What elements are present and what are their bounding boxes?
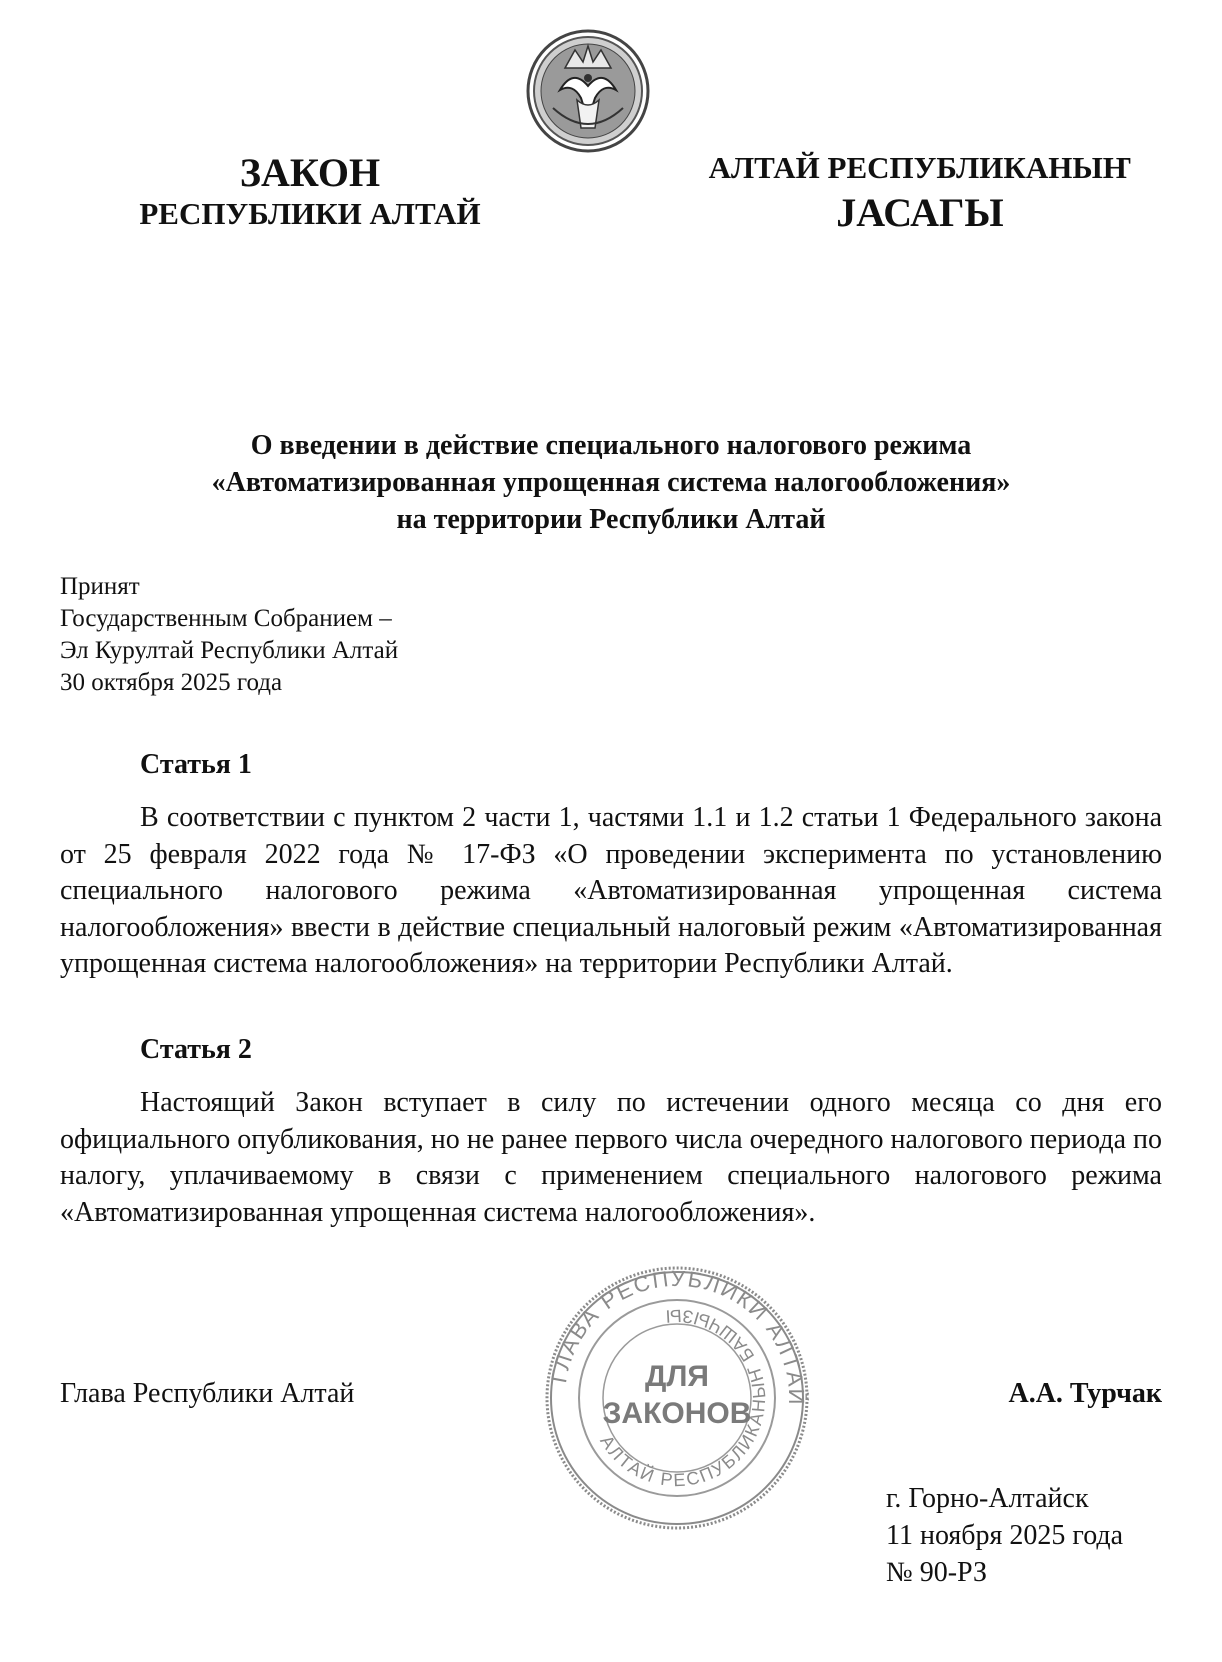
title-line: на территории Республики Алтай <box>396 504 826 535</box>
article-1-text: В соответствии с пунктом 2 части 1, частями 1.1 и 1.2 статьи 1 Федерального закона от 25 февраля 2022 года № 17-ФЗ «О проведении эксперимента по установлению специального налогового режима «Автоматизированная упрощенная система налогообложения» ввести в действие специальный налоговый режим «Автоматизированная упрощенная система налогообложения» на территории Республики Алтай. <box>60 802 1162 979</box>
stamp-center-line: ЗАКОНОВ <box>602 1397 752 1430</box>
article-2-body <box>60 1085 1162 1231</box>
stamp-inner-ring-text: АЛТАЙ РЕСПУБЛИКАНЫҤ БАШЧЫЗЫ <box>596 1305 770 1491</box>
stamp-center-line: ДЛЯ <box>645 1360 709 1393</box>
article-2-text: Настоящий Закон вступает в силу по истечении одного месяца со дня его официального опубликования, но не ранее первого числа очередного налогового периода по налогу, уплачиваемому в связи с применением специального налогового режима «Автоматизированная упрощенная система налогообложения». <box>60 1087 1162 1228</box>
header-law-title: ЗАКОН <box>239 150 381 195</box>
header-republic-name: РЕСПУБЛИКИ АЛТАЙ <box>139 196 481 231</box>
article-1-body <box>60 800 1162 983</box>
adoption-line: Принят <box>60 573 140 600</box>
place-date-block <box>886 1480 1123 1591</box>
adoption-note <box>60 571 398 699</box>
document-title <box>60 427 1162 538</box>
official-stamp <box>542 1263 812 1533</box>
article-1-heading: Статья 1 <box>140 749 252 780</box>
coat-of-arms-emblem <box>525 28 651 154</box>
title-line: «Автоматизированная упрощенная система налогообложения» <box>211 467 1011 498</box>
article-2-heading: Статья 2 <box>140 1034 252 1065</box>
city: г. Горно-Алтайск <box>886 1483 1089 1514</box>
title-line: О введении в действие специального налогового режима <box>250 430 972 461</box>
adoption-line: Государственным Собранием – <box>60 605 392 632</box>
stamp-outer-text: ГЛАВА РЕСПУБЛИКИ АЛТАЙ <box>546 1265 810 1407</box>
law-number: № 90-РЗ <box>886 1557 987 1588</box>
adoption-line: Эл Курултай Республики Алтай <box>60 637 399 664</box>
signing-date: 11 ноября 2025 года <box>886 1520 1124 1551</box>
adoption-date: 30 октября 2025 года <box>60 669 283 696</box>
signatory-name: А.А. Турчак <box>1008 1378 1162 1409</box>
signatory-position: Глава Республики Алтай <box>60 1378 355 1409</box>
header-altai-republic-name: АЛТАЙ РЕСПУБЛИКАНЫҤ <box>708 150 1132 185</box>
header-altai-law-title: ЈАСАГЫ <box>836 190 1004 235</box>
